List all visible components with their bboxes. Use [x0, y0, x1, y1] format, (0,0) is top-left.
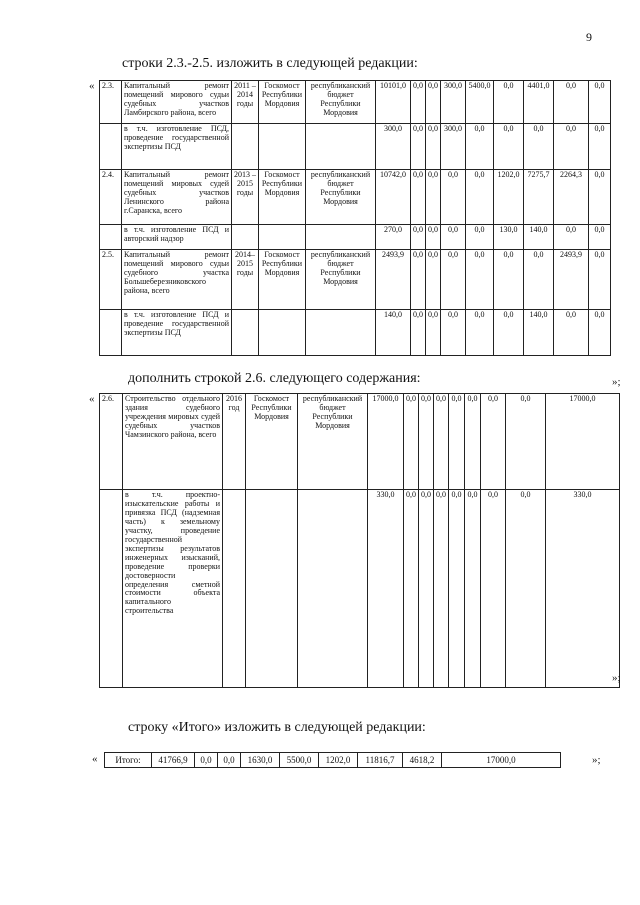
row-funding-source [306, 310, 376, 356]
value-cell: 0,0 [411, 250, 426, 310]
row-organization [246, 490, 298, 688]
value-cell: 0,0 [589, 250, 611, 310]
row-funding-source: республиканский бюджет Республики Мордовия [306, 81, 376, 124]
value-cell: 330,0 [546, 490, 620, 688]
row-funding-source [298, 490, 368, 688]
table-row [100, 225, 611, 250]
value-cell: 0,0 [494, 250, 524, 310]
value-cell: 0,0 [466, 250, 494, 310]
totals-close-quote: »; [592, 754, 601, 766]
page-number: 9 [586, 30, 592, 44]
table-row [100, 490, 620, 688]
value-cell: 0,0 [426, 81, 441, 124]
value-cell: 2264,3 [554, 170, 589, 225]
value-cell: 0,0 [506, 394, 546, 490]
value-cell: 0,0 [494, 81, 524, 124]
value-cell: 0,0 [466, 170, 494, 225]
totals-cell: 1202,0 [319, 753, 358, 767]
row-years [223, 490, 246, 688]
row-years [232, 310, 259, 356]
row-index [100, 490, 123, 688]
value-cell: 0,0 [465, 394, 481, 490]
value-cell: 2493,9 [376, 250, 411, 310]
table-row [100, 170, 611, 225]
row-name: Строительство отдельного здания судебного учреждения мировых судей судебных участков Чамзинского района, всего [123, 394, 223, 490]
value-cell: 0,0 [466, 225, 494, 250]
value-cell: 0,0 [524, 250, 554, 310]
value-cell: 0,0 [589, 81, 611, 124]
totals-cell: 1630,0 [241, 753, 280, 767]
row-index [100, 225, 122, 250]
totals-cell: 0,0 [195, 753, 218, 767]
value-cell: 0,0 [426, 124, 441, 170]
totals-cell: 5500,0 [280, 753, 319, 767]
totals-cell: 41766,9 [152, 753, 195, 767]
row-index: 2.6. [100, 394, 123, 490]
row-years [232, 124, 259, 170]
value-cell: 0,0 [481, 394, 506, 490]
value-cell: 0,0 [434, 394, 449, 490]
row-years: 2016 год [223, 394, 246, 490]
value-cell: 270,0 [376, 225, 411, 250]
value-cell: 0,0 [506, 490, 546, 688]
value-cell: 0,0 [589, 225, 611, 250]
value-cell: 300,0 [376, 124, 411, 170]
table-row [100, 81, 611, 124]
value-cell: 0,0 [466, 124, 494, 170]
value-cell: 330,0 [368, 490, 404, 688]
value-cell: 0,0 [494, 124, 524, 170]
table-row [100, 124, 611, 170]
totals-open-quote: « [92, 753, 98, 765]
value-cell: 300,0 [441, 81, 466, 124]
value-cell: 0,0 [554, 81, 589, 124]
value-cell: 140,0 [524, 225, 554, 250]
value-cell: 0,0 [426, 310, 441, 356]
totals-cell: 11816,7 [358, 753, 403, 767]
value-cell: 0,0 [426, 225, 441, 250]
value-cell: 0,0 [554, 124, 589, 170]
value-cell: 0,0 [554, 310, 589, 356]
totals-cell: 0,0 [218, 753, 241, 767]
row-organization: Госкомост Республики Мордовия [259, 81, 306, 124]
value-cell: 0,0 [449, 394, 465, 490]
row-organization: Госкомост Республики Мордовия [246, 394, 298, 490]
table-row [100, 310, 611, 356]
row-organization [259, 124, 306, 170]
value-cell: 10101,0 [376, 81, 411, 124]
row-name: в т.ч. изготовление ПСД и авторский надзор [122, 225, 232, 250]
row-name: в т.ч. изготовление ПСД и проведение государственной экспертизы ПСД [122, 310, 232, 356]
row-name: Капитальный ремонт помещений мирового судьи судебных участков Ламбирского района, всего [122, 81, 232, 124]
value-cell: 0,0 [494, 310, 524, 356]
value-cell: 0,0 [411, 81, 426, 124]
value-cell: 0,0 [449, 490, 465, 688]
row-years [232, 225, 259, 250]
value-cell: 0,0 [465, 490, 481, 688]
row-name: в т.ч. проектно-изыскательские работы и привязка ПСД (надземная часть) к земельному участку, проведение государственной экспертизы результатов инженерных изысканий, проведение проверки достоверности определения сметной стоимости объекта капитального строительства [123, 490, 223, 688]
row-funding-source: республиканский бюджет Республики Мордовия [306, 250, 376, 310]
row-funding-source [306, 124, 376, 170]
table-row-2-6 [99, 393, 620, 688]
heading-add-row-2-6: дополнить строкой 2.6. следующего содержания: [128, 371, 421, 386]
row-index [100, 310, 122, 356]
row-years: 2011 – 2014 годы [232, 81, 259, 124]
row-years: 2013 – 2015 годы [232, 170, 259, 225]
value-cell: 1202,0 [494, 170, 524, 225]
value-cell: 0,0 [419, 394, 434, 490]
table-row [100, 394, 620, 490]
value-cell: 0,0 [434, 490, 449, 688]
value-cell: 0,0 [411, 170, 426, 225]
value-cell: 10742,0 [376, 170, 411, 225]
value-cell: 5400,0 [466, 81, 494, 124]
value-cell: 130,0 [494, 225, 524, 250]
row-index: 2.3. [100, 81, 122, 124]
row-funding-source: республиканский бюджет Республики Мордовия [306, 170, 376, 225]
value-cell: 0,0 [411, 124, 426, 170]
value-cell: 140,0 [376, 310, 411, 356]
value-cell: 0,0 [411, 225, 426, 250]
value-cell: 0,0 [411, 310, 426, 356]
row-funding-source [306, 225, 376, 250]
table1-close-quote: »; [612, 376, 621, 388]
row-index: 2.4. [100, 170, 122, 225]
value-cell: 0,0 [554, 225, 589, 250]
value-cell: 0,0 [404, 490, 419, 688]
row-organization [259, 225, 306, 250]
row-index [100, 124, 122, 170]
value-cell: 0,0 [426, 250, 441, 310]
value-cell: 4401,0 [524, 81, 554, 124]
value-cell: 0,0 [466, 310, 494, 356]
value-cell: 0,0 [441, 250, 466, 310]
value-cell: 0,0 [419, 490, 434, 688]
value-cell: 0,0 [426, 170, 441, 225]
table-rows-2-3-2-5 [99, 80, 611, 356]
totals-cell: 4618,2 [403, 753, 442, 767]
value-cell: 0,0 [589, 170, 611, 225]
value-cell: 0,0 [441, 170, 466, 225]
value-cell: 0,0 [441, 225, 466, 250]
row-organization: Госкомост Республики Мордовия [259, 250, 306, 310]
table2-open-quote: « [89, 393, 95, 405]
row-index: 2.5. [100, 250, 122, 310]
value-cell: 17000,0 [368, 394, 404, 490]
table2-close-quote: »; [612, 672, 621, 684]
value-cell: 300,0 [441, 124, 466, 170]
table-row [100, 250, 611, 310]
totals-row [104, 752, 561, 768]
row-organization: Госкомост Республики Мордовия [259, 170, 306, 225]
value-cell: 0,0 [404, 394, 419, 490]
totals-cell: 17000,0 [486, 755, 516, 765]
heading-itogo: строку «Итого» изложить в следующей редакции: [128, 720, 426, 735]
value-cell: 2493,9 [554, 250, 589, 310]
value-cell: 0,0 [524, 124, 554, 170]
heading-rows-2-3-2-5: строки 2.3.-2.5. изложить в следующей редакции: [122, 56, 418, 71]
row-name: Капитальный ремонт помещений мировых судей судебных участков Ленинского района г.Саранска, всего [122, 170, 232, 225]
row-name: Капитальный ремонт помещений мирового судьи судебного участка Большеберезниковского района, всего [122, 250, 232, 310]
value-cell: 140,0 [524, 310, 554, 356]
row-organization [259, 310, 306, 356]
row-years: 2014– 2015 годы [232, 250, 259, 310]
value-cell: 7275,7 [524, 170, 554, 225]
value-cell: 0,0 [589, 310, 611, 356]
table1-open-quote: « [89, 80, 95, 92]
value-cell: 0,0 [481, 490, 506, 688]
value-cell: 0,0 [589, 124, 611, 170]
row-funding-source: республиканский бюджет Республики Мордовия [298, 394, 368, 490]
row-name: в т.ч. изготовление ПСД, проведение государственной экспертизы ПСД [122, 124, 232, 170]
value-cell: 17000,0 [546, 394, 620, 490]
value-cell: 0,0 [441, 310, 466, 356]
totals-label: Итого: [105, 753, 152, 767]
